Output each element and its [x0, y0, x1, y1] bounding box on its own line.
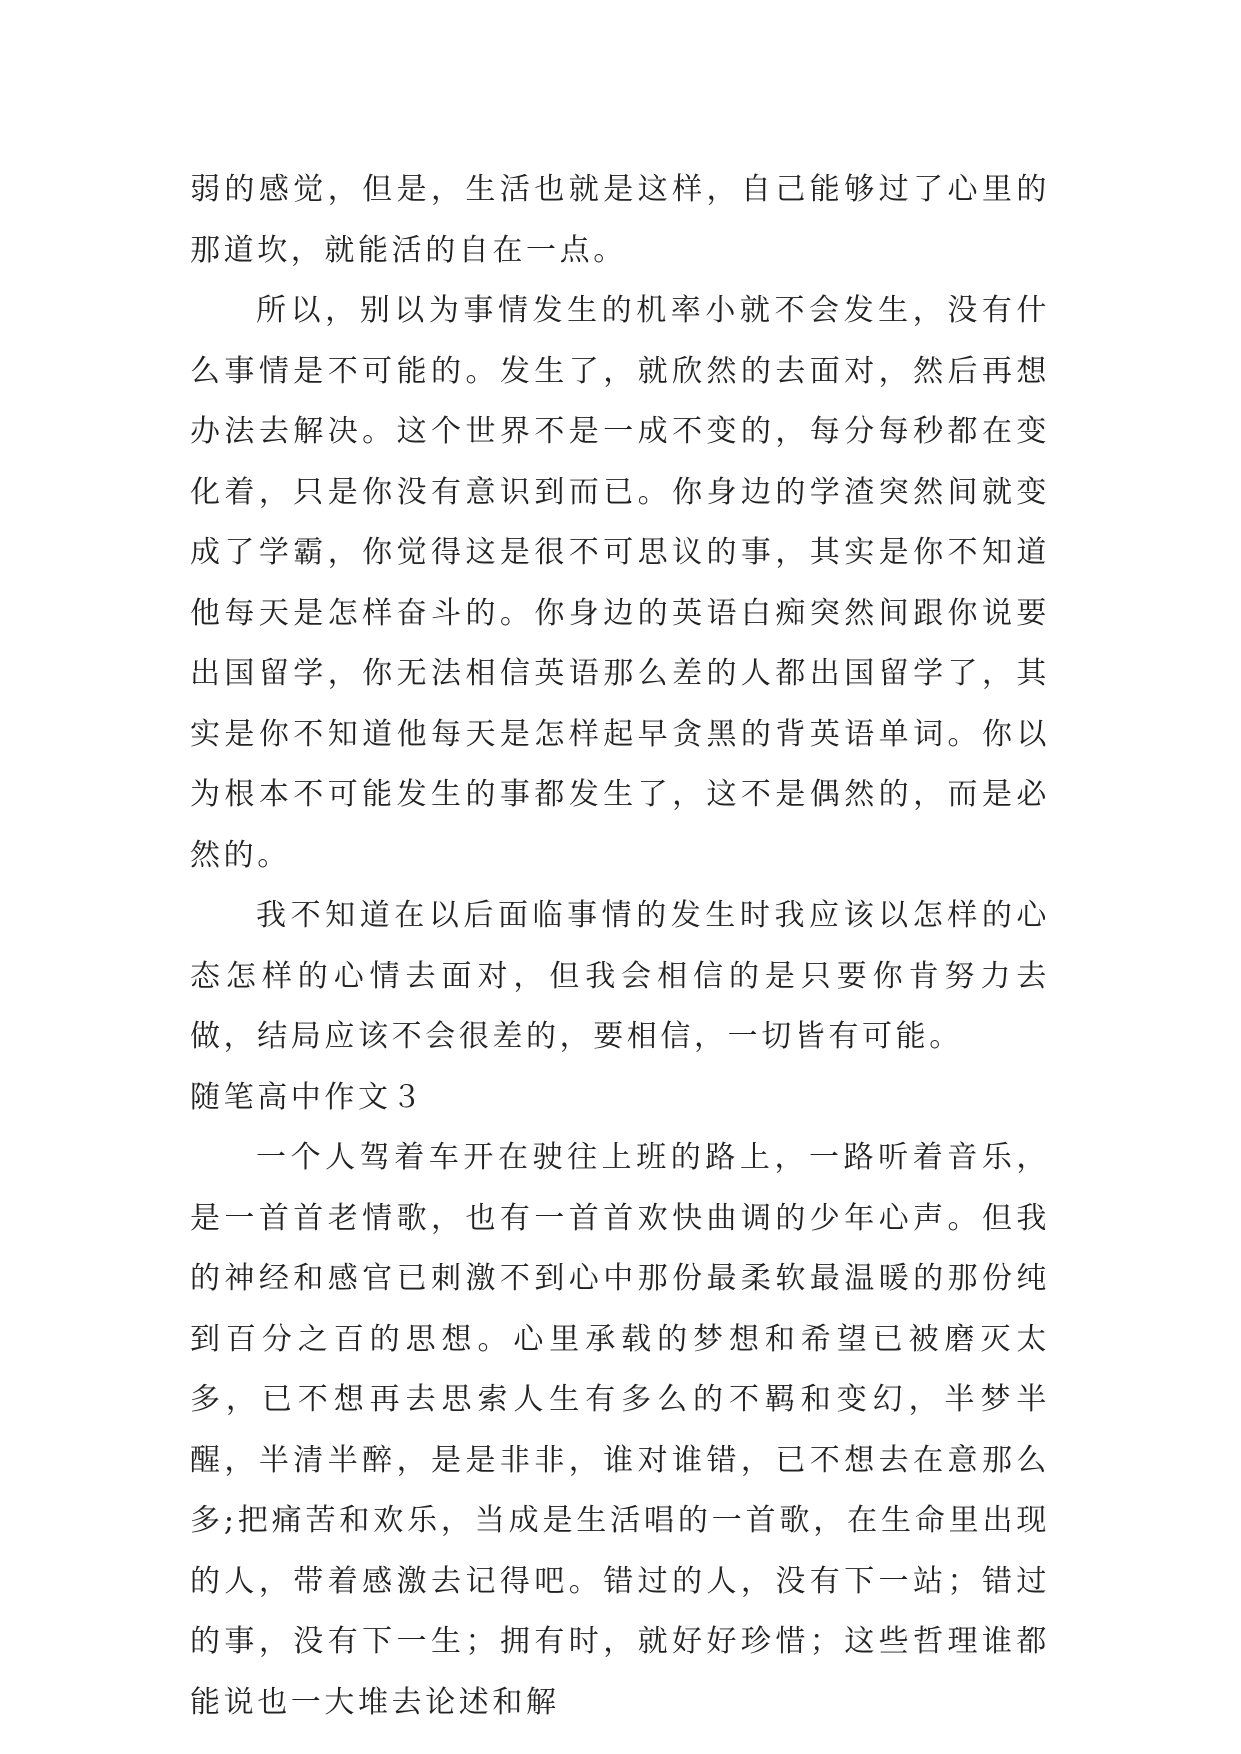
paragraph: 一个人驾着车开在驶往上班的路上，一路听着音乐，是一首首老情歌，也有一首首欢快曲调的少年心声。但我的神经和感官已刺激不到心中那份最柔软最温暖的那份纯到百分之百的思想。心里承载的梦想和希望已被磨灭太多，已不想再去思索人生有多么的不羁和变幻，半梦半醒，半清半醉，是是非非，谁对谁错，已不想去在意那么多;把痛苦和欢乐，当成是生活唱的一首歌，在生命里出现的人，带着感激去记得吧。错过的人，没有下一站；错过的事，没有下一生；拥有时，就好好珍惜；这些哲理谁都能说也一大堆去论述和解: [190, 1140, 1050, 1720]
document-body: [190, 160, 1050, 1733]
section-heading: 随笔高中作文３: [190, 1079, 426, 1115]
paragraph-continued: 弱的感觉，但是，生活也就是这样，自己能够过了心里的那道坎，就能活的自在一点。: [190, 172, 1050, 268]
paragraph: 所以，别以为事情发生的机率小就不会发生，没有什么事情是不可能的。发生了，就欣然的去面对，然后再想办法去解决。这个世界不是一成不变的，每分每秒都在变化着，只是你没有意识到而已。你身边的学渣突然间就变成了学霸，你觉得这是很不可思议的事，其实是你不知道他每天是怎样奋斗的。你身边的英语白痴突然间跟你说要出国留学，你无法相信英语那么差的人都出国留学了，其实是你不知道他每天是怎样起早贪黑的背英语单词。你以为根本不可能发生的事都发生了，这不是偶然的，而是必然的。: [190, 293, 1050, 873]
paragraph: 我不知道在以后面临事情的发生时我应该以怎样的心态怎样的心情去面对，但我会相信的是只要你肯努力去做，结局应该不会很差的，要相信，一切皆有可能。: [190, 898, 1050, 1054]
